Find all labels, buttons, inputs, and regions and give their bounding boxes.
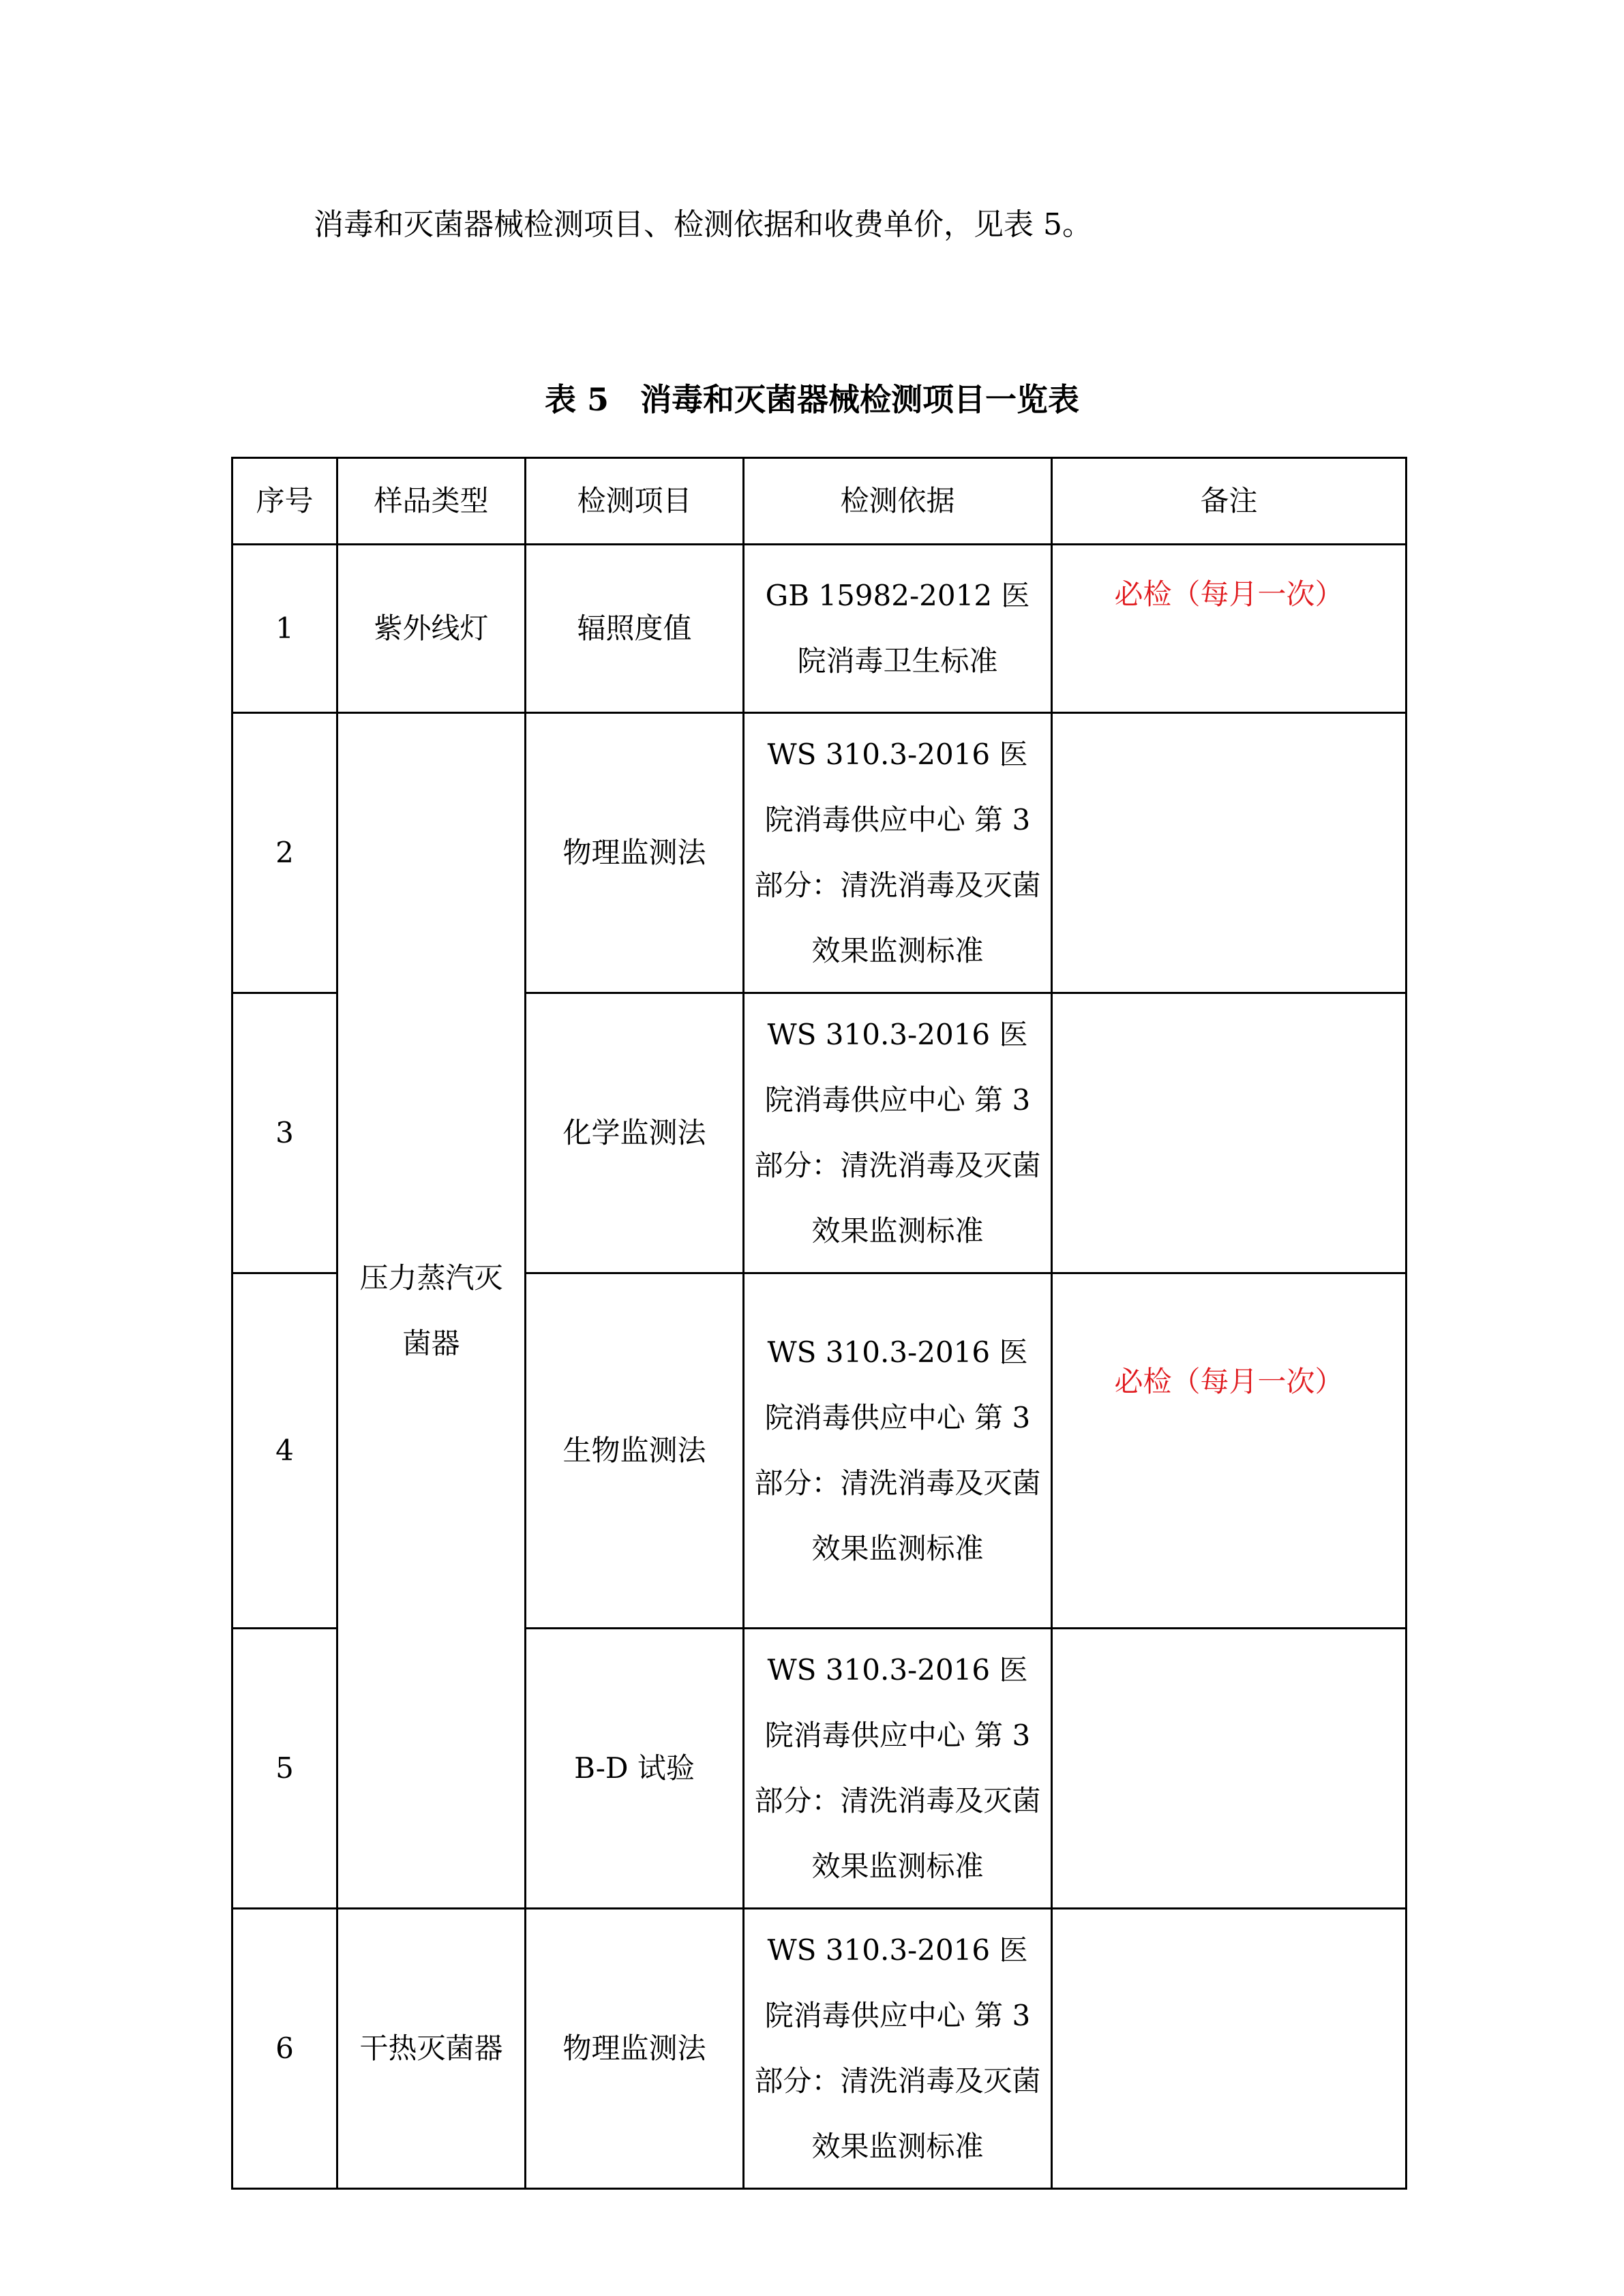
row-sample-type: 紫外线灯	[337, 545, 526, 713]
row-remarks	[1052, 1909, 1407, 2189]
header-test-basis: 检测依据	[744, 458, 1052, 545]
row-test-item: 化学监测法	[526, 993, 744, 1273]
row-remarks	[1052, 1629, 1407, 1909]
row-test-basis: GB 15982-2012 医院消毒卫生标准	[744, 545, 1052, 713]
row-remarks: 必检（每月一次）	[1052, 1273, 1407, 1629]
inspection-items-table	[231, 457, 1407, 2190]
row-test-basis: WS 310.3-2016 医院消毒供应中心 第 3 部分：清洗消毒及灭菌效果监测标准	[744, 993, 1052, 1273]
row-no: 5	[232, 1629, 337, 1909]
row-test-item: 物理监测法	[526, 713, 744, 993]
table-row	[232, 545, 1407, 713]
header-test-item: 检测项目	[526, 458, 744, 545]
row-remarks: 必检（每月一次）	[1052, 545, 1407, 713]
header-sample-type: 样品类型	[337, 458, 526, 545]
row-test-item: B-D 试验	[526, 1629, 744, 1909]
row-remarks	[1052, 713, 1407, 993]
row-test-item: 物理监测法	[526, 1909, 744, 2189]
table-row	[232, 1909, 1407, 2189]
row-test-basis: WS 310.3-2016 医院消毒供应中心 第 3 部分：清洗消毒及灭菌效果监测标准	[744, 713, 1052, 993]
row-test-item: 生物监测法	[526, 1273, 744, 1629]
header-remarks: 备注	[1052, 458, 1407, 545]
row-no: 2	[232, 713, 337, 993]
row-no: 4	[232, 1273, 337, 1629]
intro-paragraph: 消毒和灭菌器械检测项目、检测依据和收费单价，见表 5。	[314, 207, 1092, 242]
row-remarks	[1052, 993, 1407, 1273]
row-test-item: 辐照度值	[526, 545, 744, 713]
row-no: 6	[232, 1909, 337, 2189]
table-header-row	[232, 458, 1407, 545]
row-test-basis: WS 310.3-2016 医院消毒供应中心 第 3 部分：清洗消毒及灭菌效果监测标准	[744, 1909, 1052, 2189]
row-test-basis: WS 310.3-2016 医院消毒供应中心 第 3 部分：清洗消毒及灭菌效果监测标准	[744, 1629, 1052, 1909]
row-test-basis: WS 310.3-2016 医院消毒供应中心 第 3 部分：清洗消毒及灭菌效果监测标准	[744, 1273, 1052, 1629]
row-sample-type: 干热灭菌器	[337, 1909, 526, 2189]
header-no: 序号	[232, 458, 337, 545]
table-caption: 表 5 消毒和灭菌器械检测项目一览表	[544, 381, 1080, 418]
row-sample-type: 压力蒸汽灭菌器	[337, 713, 526, 1909]
table-row	[232, 713, 1407, 993]
row-no: 3	[232, 993, 337, 1273]
row-no: 1	[232, 545, 337, 713]
